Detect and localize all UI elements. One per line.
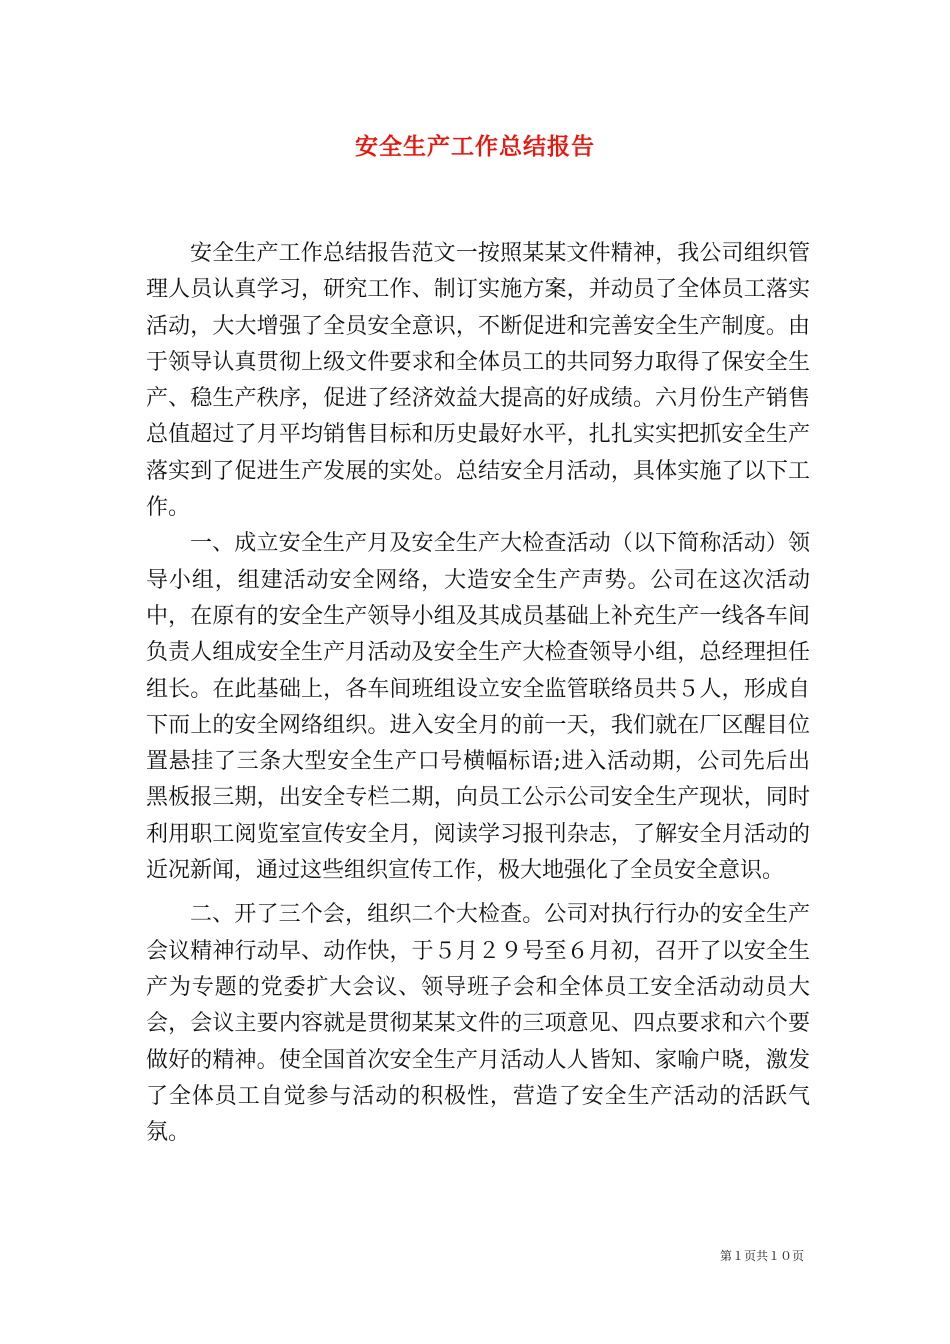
document-body (146, 236, 810, 1151)
page-number: 第１页共１０页 (719, 1249, 804, 1263)
paragraph-section-one: 一、成立安全生产月及安全生产大检查活动（以下简称活动）领导小组，组建活动安全网络，大造安全生产声势。公司在这次活动中，在原有的安全生产领导小组及其成员基础上补充生产一线各车间负责人组成安全生产月活动及安全生产大检查领导小组，总经理担任组长。在此基础上，各车间班组设立安全监管联络员共５人，形成自下而上的安全网络组织。进入安全月的前一天，我们就在厂区醒目位置悬挂了三条大型安全生产口号横幅标语;进入活动期，公司先后出黑板报三期，出安全专栏二期，向员工公示公司安全生产现状，同时利用职工阅览室宣传安全月，阅读学习报刊杂志，了解安全月活动的近况新闻，通过这些组织宣传工作，极大地强化了全员安全意识。 (146, 531, 810, 884)
paragraph-section-two: 二、开了三个会，组织二个大检查。公司对执行行办的安全生产会议精神行动早、动作快，于５月２９号至６月初，召开了以安全生产为专题的党委扩大会议、领导班子会和全体员工安全活动动员大会，会议主要内容就是贯彻某某文件的三项意见、四点要求和六个要做好的精神。使全国首次安全生产月活动人人皆知、家喻户晓，激发了全体员工自觉参与活动的积极性，营造了安全生产活动的活跃气氛。 (146, 902, 810, 1146)
document-title: 安全生产工作总结报告 (355, 133, 595, 160)
paragraph-intro: 安全生产工作总结报告范文一按照某某文件精神，我公司组织管理人员认真学习，研究工作、制订实施方案，并动员了全体员工落实活动，大大增强了全员安全意识，不断促进和完善安全生产制度。由于领导认真贯彻上级文件要求和全体员工的共同努力取得了保安全生产、稳生产秩序，促进了经济效益大提高的好成绩。六月份生产销售总值超过了月平均销售目标和历史最好水平，扎扎实实把抓安全生产落实到了促进生产发展的实处。总结安全月活动，具体实施了以下工作。 (146, 241, 810, 521)
